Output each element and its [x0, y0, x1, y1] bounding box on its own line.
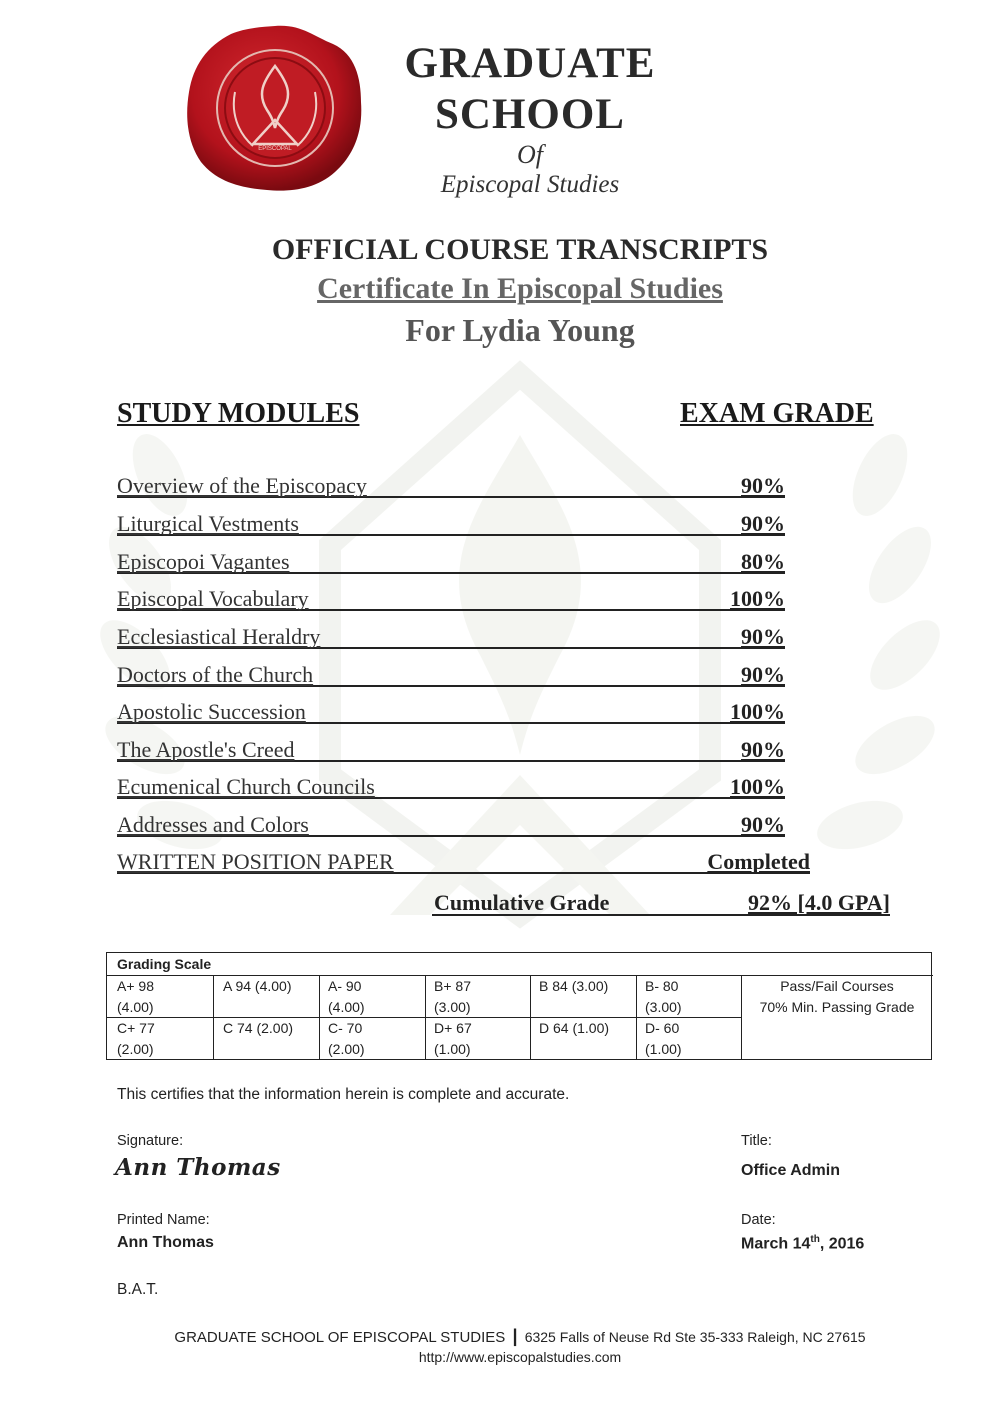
grade-scale-cell: D- 60 (1.00) — [645, 1020, 682, 1057]
cumulative-grade-row — [432, 886, 890, 916]
exam-grade-header: EXAM GRADE — [680, 398, 874, 429]
certificate-subtitle: Certificate In Episcopal Studies — [317, 272, 723, 305]
pass-fail-line-1: Pass/Fail Courses — [780, 978, 894, 994]
module-name: Overview of the Episcopacy — [117, 473, 367, 498]
grading-scale-table — [106, 952, 932, 1060]
module-row — [117, 730, 785, 762]
printed-name-value: Ann Thomas — [117, 1234, 214, 1251]
module-name: Doctors of the Church — [117, 662, 314, 687]
footer — [0, 1326, 990, 1365]
printed-name-label: Printed Name: — [117, 1212, 210, 1228]
table-divider — [213, 975, 214, 1059]
module-name: Episcopoi Vagantes — [117, 549, 290, 574]
grade-scale-cell: D+ 67 (1.00) — [434, 1020, 472, 1057]
module-grade: 100% — [730, 699, 785, 724]
footer-address: 6325 Falls of Neuse Rd Ste 35-333 Raleigh, NC 27615 — [524, 1329, 866, 1345]
grade-scale-cell: A 94 (4.00) — [223, 978, 292, 994]
grade-scale-cell: C 74 (2.00) — [223, 1020, 294, 1036]
footer-org: GRADUATE SCHOOL OF EPISCOPAL STUDIES — [174, 1329, 506, 1346]
module-name: Liturgical Vestments — [117, 511, 299, 536]
module-grade: 90% — [741, 624, 785, 649]
school-line-1: GRADUATE — [404, 40, 656, 87]
module-grade: 80% — [741, 549, 785, 574]
cumulative-grade-label: Cumulative Grade — [434, 890, 610, 915]
module-name: WRITTEN POSITION PAPER — [117, 849, 394, 874]
grade-scale-cell: B+ 87 (3.00) — [434, 978, 471, 1015]
module-name: The Apostle's Creed — [117, 737, 295, 762]
pass-fail-note — [743, 976, 931, 1018]
module-row — [117, 805, 785, 837]
table-divider — [319, 975, 320, 1059]
module-grade: 100% — [730, 774, 785, 799]
module-row — [117, 692, 785, 724]
module-name: Ecclesiastical Heraldry — [117, 624, 321, 649]
module-name: Apostolic Succession — [117, 699, 306, 724]
grading-scale-title: Grading Scale — [117, 956, 212, 972]
grade-scale-cell: C- 70 (2.00) — [328, 1020, 365, 1057]
module-row — [117, 842, 810, 874]
module-name: Episcopal Vocabulary — [117, 586, 309, 611]
module-name: Addresses and Colors — [117, 812, 309, 837]
certification-statement: This certifies that the information herein is complete and accurate. — [117, 1086, 570, 1103]
initials: B.A.T. — [117, 1281, 159, 1298]
grade-scale-cell: A+ 98 (4.00) — [117, 978, 154, 1015]
module-row — [117, 655, 785, 687]
table-divider — [530, 975, 531, 1059]
module-row — [117, 466, 785, 498]
module-grade: 100% — [730, 586, 785, 611]
module-grade: 90% — [741, 737, 785, 762]
module-grade: 90% — [741, 473, 785, 498]
grade-scale-cell: D 64 (1.00) — [539, 1020, 610, 1036]
date-value: March 14th, 2016 — [741, 1234, 865, 1253]
study-modules-header: STUDY MODULES — [117, 398, 360, 429]
title-value: Office Admin — [741, 1162, 840, 1179]
module-name: Ecumenical Church Councils — [117, 774, 375, 799]
signature-script: Ann Thomas — [115, 1154, 281, 1181]
school-name — [400, 38, 660, 200]
module-grade: Completed — [707, 849, 810, 874]
school-line-2: SCHOOL — [435, 91, 625, 138]
date-label: Date: — [741, 1212, 776, 1228]
table-divider — [636, 975, 637, 1059]
module-row — [117, 579, 785, 611]
module-row — [117, 504, 785, 536]
signature-label: Signature: — [117, 1133, 184, 1149]
module-grade: 90% — [741, 511, 785, 536]
grade-scale-cell: A- 90 (4.00) — [328, 978, 365, 1015]
title-label: Title: — [741, 1133, 772, 1149]
grade-scale-cell: C+ 77 (2.00) — [117, 1020, 155, 1057]
grade-scale-cell: B- 80 (3.00) — [645, 978, 682, 1015]
school-line-4: Episcopal Studies — [440, 171, 620, 198]
footer-url[interactable]: http://www.episcopalstudies.com — [418, 1349, 622, 1365]
module-grade: 90% — [741, 812, 785, 837]
seal-text: EPISCOPAL — [258, 146, 292, 152]
table-divider — [425, 975, 426, 1059]
transcript-titles — [0, 230, 990, 352]
school-line-3: Of — [517, 140, 543, 169]
cumulative-grade-value: 92% [4.0 GPA] — [748, 890, 890, 915]
grade-scale-cell: B 84 (3.00) — [539, 978, 609, 994]
module-row — [117, 542, 785, 574]
footer-separator: | — [512, 1326, 518, 1346]
transcript-title: OFFICIAL COURSE TRANSCRIPTS — [271, 233, 769, 266]
module-row — [117, 767, 785, 799]
table-divider — [741, 975, 742, 1059]
module-grade: 90% — [741, 662, 785, 687]
module-row — [117, 617, 785, 649]
student-name: For Lydia Young — [405, 312, 635, 348]
pass-fail-line-2: 70% Min. Passing Grade — [759, 999, 915, 1015]
wax-seal-icon — [183, 22, 365, 194]
